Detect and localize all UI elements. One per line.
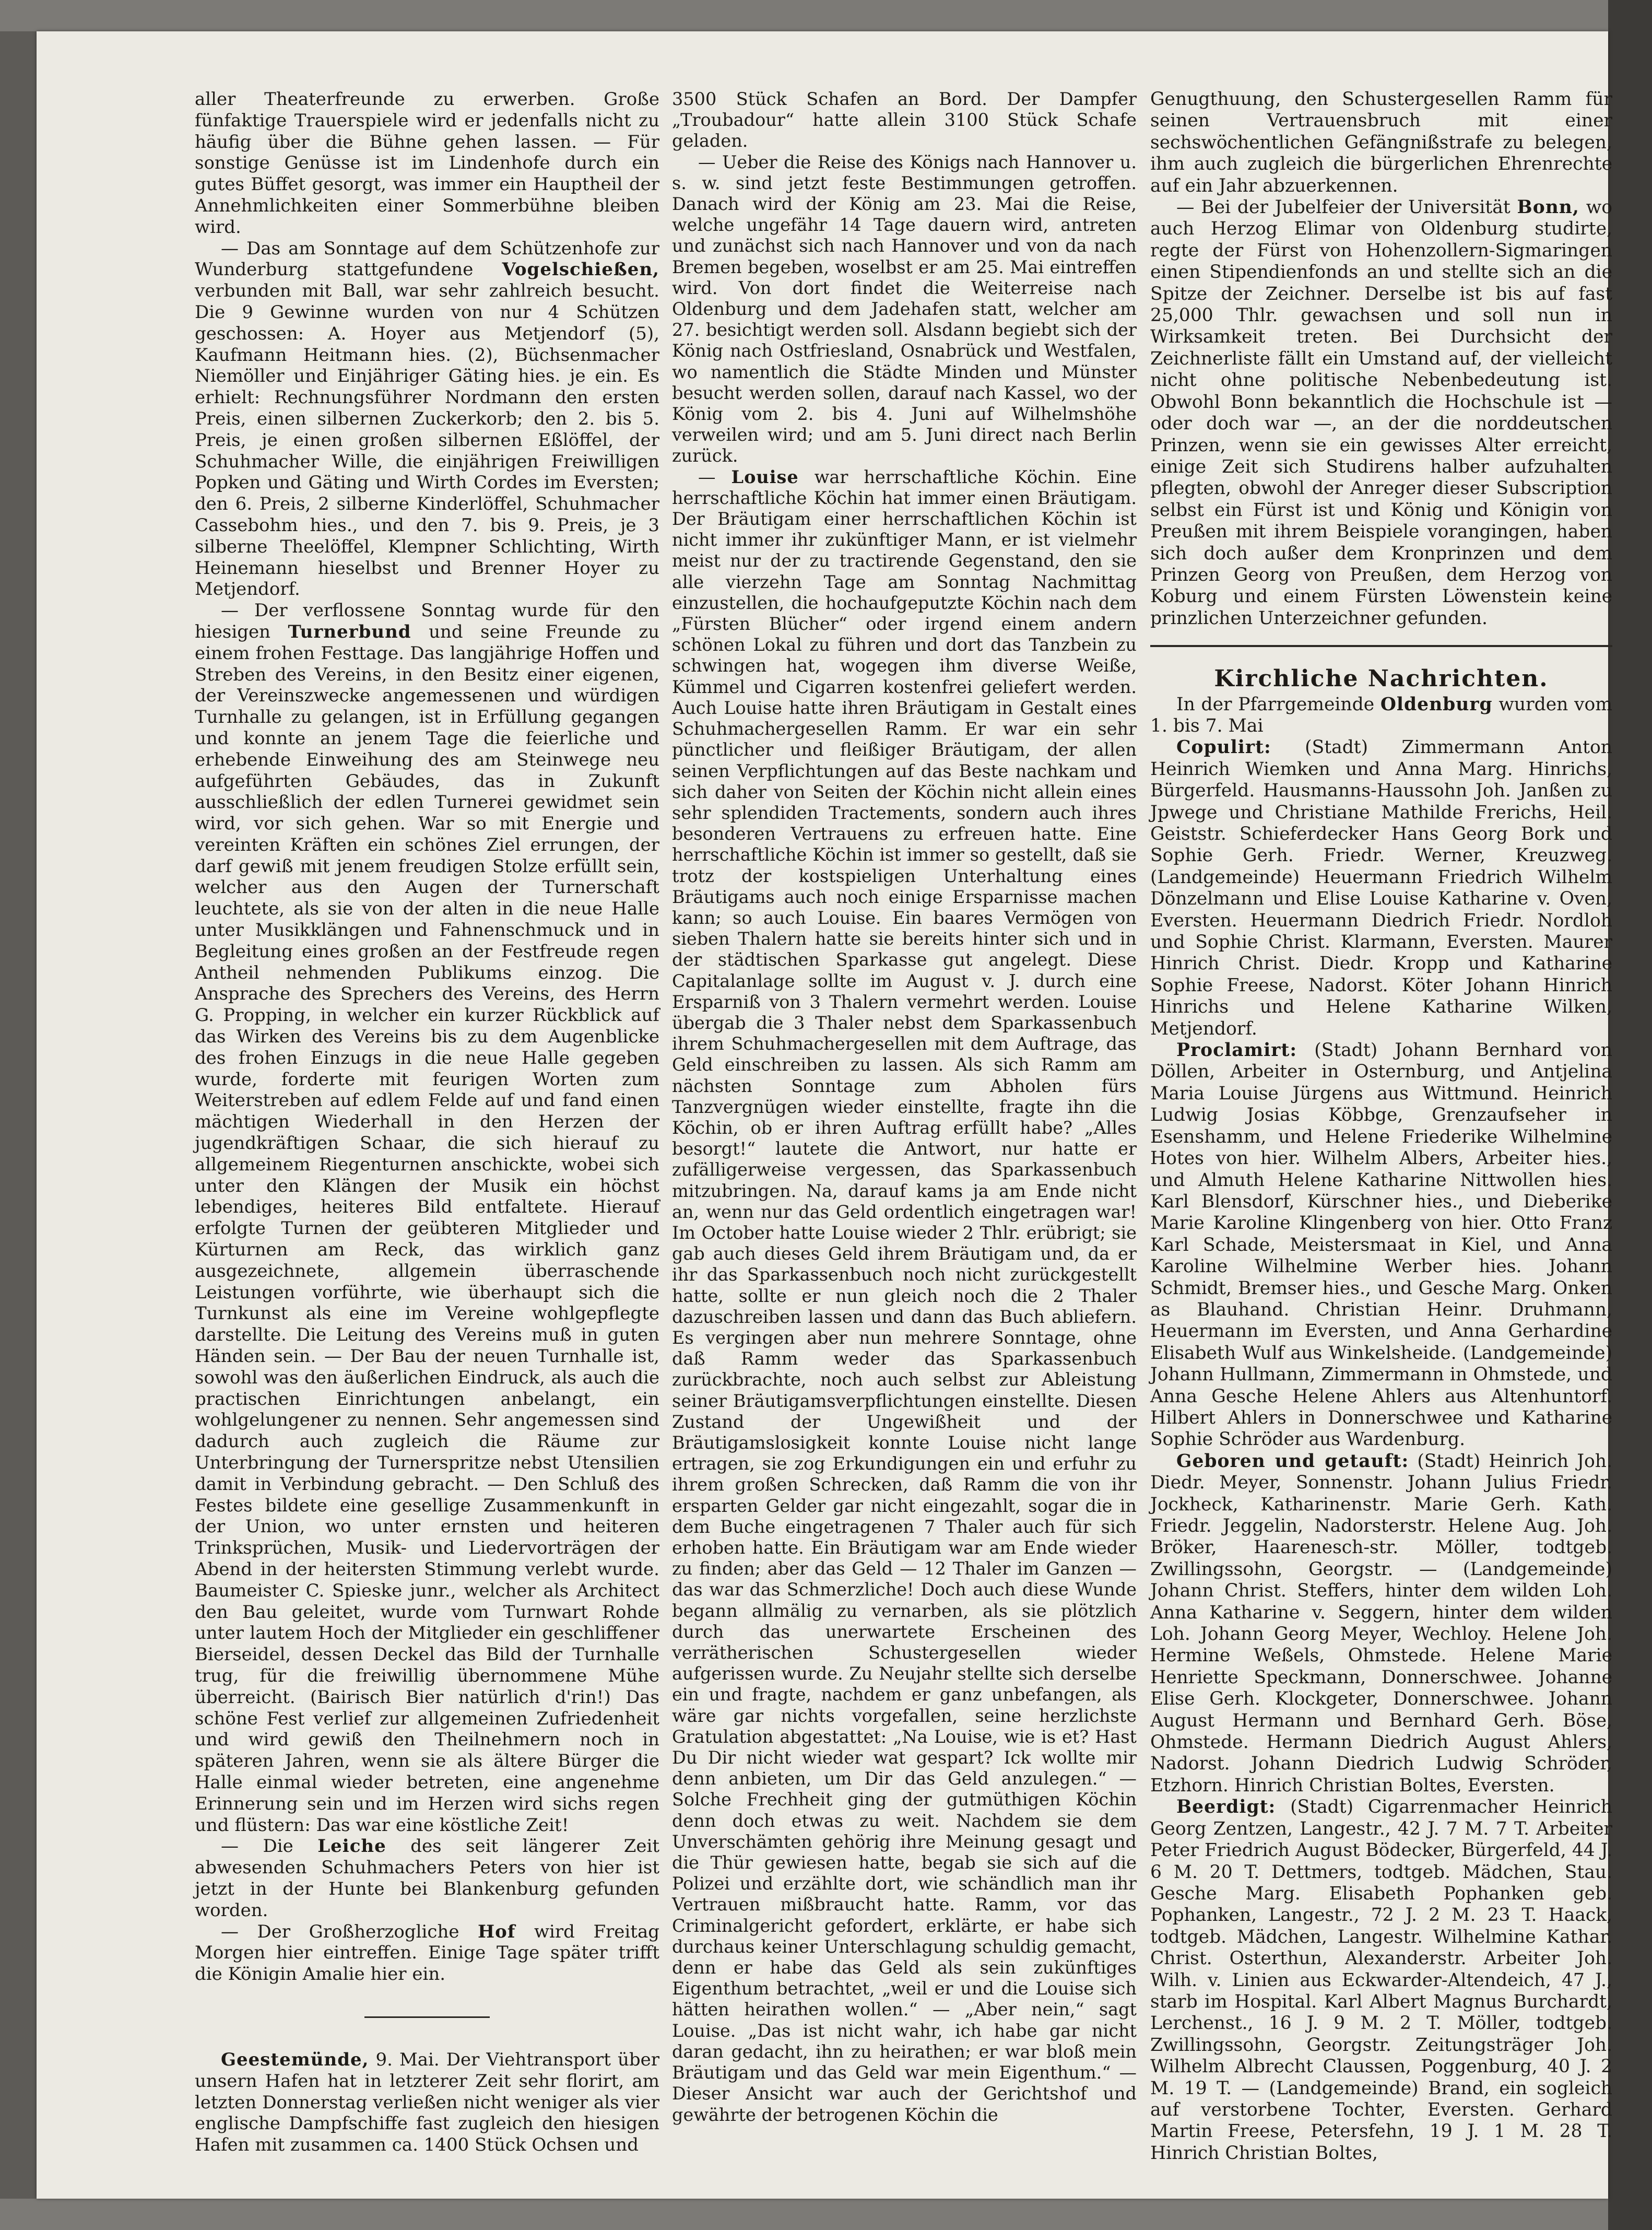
article-louise-end: Genugthuung, den Schustergesellen Ramm für seinen Vertrauensbruch mit einer sechswöchentlichen Gefängnißstrafe zu belegen, ihm auch zugleich die bürgerlichen Ehrenrechte auf ein Jahr abzuerkennen. <box>1150 89 1612 196</box>
keyword-bonn: Bonn, <box>1517 197 1579 218</box>
article-geestemuende: Geestemünde, 9. Mai. Der Viehtransport über unsern Hafen hat in letzterer Zeit sehr florirt, am letzten Donnerstag verließen nicht weniger als vier englische Dampfschiffe fast zugleich den hiesigen Hafen mit zusammen ca. 1400 Stück Ochsen und <box>195 2049 659 2156</box>
keyword-copulirt: Copulirt: <box>1176 737 1271 758</box>
church-proclamirt: Proclamirt: (Stadt) Johann Bernhard von Döllen, Arbeiter in Osternburg, und Antjelina Maria Louise Jürgens aus Wittmund. Heinrich Ludwig Josias Köbbge, Grenzaufseher in Esenshamm, und Helene Friederike Wilhelmine Hotes von hier. Wilhelm Albers, Arbeiter hies., und Almuth Helene Katharine Nittwollen hies. Karl Blensdorf, Kürschner hies., und Dieberike Marie Karoline Klingenberg von hier. Otto Franz Karl Schade, Meistersmaat in Kiel, und Anna Karoline Wilhelmine Werber hies. Johann Schmidt, Bremser hies., und Gesche Marg. Onken as Blauhand. Christian Heinr. Druhmann, Heuermann im Eversten, und Anna Gerhardine Elisabeth Wulf aus Winkelsheide. (Landgemeinde) Johann Hullmann, Zimmermann in Ohmstede, und Anna Gesche Helene Ahlers aus Altenhuntorf. Hilbert Ahlers in Donnerschwee und Katharine Sophie Schröder aus Wardenburg. <box>1150 1040 1612 1450</box>
scan-edge-right <box>1608 0 1652 2230</box>
church-intro: In der Pfarrgemeinde Oldenburg wurden vom 1. bis 7. Mai <box>1150 694 1613 736</box>
article-koenigsreise: — Ueber die Reise des Königs nach Hannover u. s. w. sind jetzt feste Bestimmungen getroffen. Danach wird der König am 23. Mai die Reise, welche ungefähr 14 Tage dauern wird, antreten und zunächst sich nach Hannover und von da nach Bremen begeben, woselbst er am 25. Mai eintreffen wird. Von dort findet die Weiterreise nach Oldenburg und dem Jadehafen statt, welcher am 27. besichtigt werden soll. Alsdann begiebt sich der König nach Ostfriesland, Osnabrück und Westfalen, wo namentlich die Städte Minden und Münster besucht werden sollen, darauf nach Kassel, wo der König vom 2. bis 4. Juni auf Wilhelmshöhe verweilen wird; und am 5. Juni direct nach Berlin zurück. <box>672 151 1137 466</box>
newspaper-page <box>37 31 1613 2199</box>
article-turnerbund: — Der verflossene Sonntag wurde für den hiesigen Turnerbund und seine Freunde zu einem frohen Festtage. Das langjährige Hoffen und Streben des Vereins, in den Besitz einer eigenen, der Vereinszwecke angemessenen und würdigen Turnhalle zu gelangen, ist in Erfüllung gegangen und konnte an jenem Tage die feierliche und erhebende Einweihung des am Steinwege neu aufgeführten Gebäudes, das in Zukunft ausschließlich der edlen Turnerei gewidmet sein wird, vor sich gehen. War so mit Energie und vereinten Kräften ein schönes Ziel errungen, der darf gewiß mit jenem freudigen Stolze erfüllt sein, welcher aus den Augen der Turnerschaft leuchtete, als sie von der alten in die neue Halle unter Musikklängen und Fahnenschmuck und in Begleitung eines großen an der Festfreude regen Antheil nehmenden Publikums einzog. Die Ansprache des Sprechers des Vereins, des Herrn G. Propping, in welcher ein kurzer Rückblick auf das Wirken des Vereins bis zu dem Augenblicke des frohen Einzugs in die neue Halle gegeben wurde, forderte mit feurigen Worten zum Weiterstreben auf edlem Felde auf und fand einen mächtigen Wiederhall in den Herzen der jugendkräftigen Schaar, die sich hierauf zu allgemeinem Riegenturnen anschickte, wobei sich unter den Klängen der Musik ein höchst lebendiges, heiteres Bild entfaltete. Hierauf erfolgte Turnen der geübteren Mitglieder und Kürturnen am Reck, das wirklich ganz ausgezeichnete, allgemein überraschende Leistungen vorführte, wie überhaupt sich die Turnkunst als eine im Vereine wohlgepflegte darstellte. Die Leitung des Vereins muß in guten Händen sein. — Der Bau der neuen Turnhalle ist, sowohl was den äußerlichen Eindruck, als auch die practischen Einrichtungen anbelangt, ein wohlgelungener zu nennen. Sehr angemessen sind dadurch auch zugleich die Räume zur Unterbringung der Turnerspritze nebst Utensilien damit in Verbindung gebracht. — Den Schluß des Festes bildete eine gesellige Zusammenkunft in der Union, wo unter ernsten und heiteren Trinksprüchen, Musik- und Liedervorträgen der Abend in der heitersten Stimmung verlebt wurde. Baumeister C. Spieske junr., welcher als Architect den Bau geleitet, wurde vom Turnwart Rohde unter lautem Hoch der Mitglieder ein geschliffener Bierseidel, dessen Deckel das Bild der Turnhalle trug, für die freiwillig übernommene Mühe überreicht. (Bairisch Bier natürlich d'rin!) Das schöne Fest verlief zur allgemeinen Zufriedenheit und wird gewiß den Theilnehmern noch in späteren Jahren, wenn sie als ältere Bürger die Halle einmal wieder betreten, eine angenehme Erinnerung sein und im Herzen wird sichs regen und flüstern: Das war eine köstliche Zeit! <box>195 600 660 1836</box>
article-leiche: — Die Leiche des seit längerer Zeit abwesenden Schuhmachers Peters von hier ist jetzt in der Hunte bei Blankenburg gefunden worden. <box>195 1836 660 1921</box>
church-beerdigt: Beerdigt: (Stadt) Cigarrenmacher Heinrich Georg Zentzen, Langestr., 42 J. 7 M. 7 T. Arbeiter Peter Friedrich August Bödecker, Bürgerfeld, 44 J. 6 M. 20 T. Dettmers, todtgeb. Mädchen, Stau. Gesche Marg. Elisabeth Pophanken geb. Pophanken, Langestr., 72 J. 2 M. 23 T. Haack, todtgeb. Mädchen, Langestr. Wilhelmine Kathar. Christ. Osterthun, Alexanderstr. Arbeiter Joh. Wilh. v. Linien aus Eckwarder-Altendeich, 47 J., starb im Hospital. Karl Albert Magnus Burchardt, Lerchenst., 16 J. 9 M. 2 T. Möller, todtgeb. Zwillingssohn, Georgstr. Zeitungsträger Joh. Wilhelm Albrecht Claussen, Poggenburg, 40 J. 2 M. 19 T. — (Landgemeinde) Brand, ein sogleich auf verstorbene Tochter, Eversten. Gerhard Martin Freese, Petersfehn, 19 J. 1 M. 28 T. Hinrich Christian Boltes, <box>1150 1797 1612 2164</box>
article-theater-end: aller Theaterfreunde zu erwerben. Große fünfaktige Trauerspiele wird er jedenfalls nicht zu häufig über die Bühne gehen lassen. — Für sonstige Genüsse ist im Lindenhofe durch ein gutes Büffet gesorgt, was immer ein Hauptheil der Annehmlichkeiten einer Sommerbühne bleiben wird. <box>195 89 659 238</box>
keyword-louise: Louise <box>731 466 799 487</box>
section-divider-long <box>1150 645 1612 647</box>
article-hof: — Der Großherzogliche Hof wird Freitag Morgen hier eintreffen. Einige Tage später trifft die Königin Amalie hier ein. <box>195 1921 659 1985</box>
keyword-geboren: Geboren und getauft: <box>1176 1450 1409 1472</box>
section-divider <box>364 2016 490 2018</box>
article-geestemuende-cont: 3500 Stück Schafen an Bord. Der Dampfer „Troubadour“ hatte allein 3100 Stück Schafe geladen. <box>672 89 1137 151</box>
keyword-oldenburg: Oldenburg <box>1380 694 1493 715</box>
keyword-proclamirt: Proclamirt: <box>1176 1040 1297 1061</box>
column-1 <box>195 89 659 2156</box>
keyword-beerdigt: Beerdigt: <box>1176 1797 1276 1818</box>
keyword-leiche: Leiche <box>317 1836 386 1857</box>
column-2 <box>672 89 1137 2126</box>
keyword-turnerbund: Turnerbund <box>288 621 411 642</box>
keyword-vogelschiessen: Vogelschießen, <box>502 259 659 280</box>
article-louise: — Louise war herrschaftliche Köchin. Eine herrschaftliche Köchin hat immer einen Bräutigam. Der Bräutigam einer herrschaftlichen Köchin ist nicht immer ihr zukünftiger Mann, er ist vielmehr meist nur der zu tractirende Gegenstand, den sie alle vierzehn Tage am Sonntag Nachmittag einzustellen, die hochaufgeputzte Köchin nach dem „Fürsten Blücher“ oder irgend einem andern schönen Lokal zu führen und dort das Tanzbein zu schwingen hat, wogegen ihm diverse Weiße, Kümmel und Cigarren kostenfrei geliefert werden. Auch Louise hatte ihren Bräutigam in Gestalt eines Schuhmachergesellen Ramm. Er war ein sehr pünctlicher und fleißiger Bräutigam, der allen seinen Verpflichtungen auf das Beste nachkam und sich daher von Seiten der Köchin nicht allein eines sehr splendiden Tractements, sondern auch ihres besonderen Vertrauens zu erfreuen hatte. Eine herrschaftliche Köchin ist immer so gestellt, daß sie trotz der kostspieligen Unterhaltung eines Bräutigams auch noch einige Ersparnisse machen kann; so auch Louise. Ein baares Vermögen von sieben Thalern hatte sie bereits hinter sich und in der städtischen Sparkasse gut angelegt. Diese Capitalanlage sollte im August v. J. durch eine Ersparniß von 3 Thalern vermehrt werden. Louise übergab die 3 Thaler nebst dem Sparkassenbuch ihrem Schuhmachergesellen mit dem Auftrage, das Geld einschreiben zu lassen. Als sich Ramm am nächsten Sonntage zum Abholen fürs Tanzvergnügen wieder einstellte, fragte ihn die Köchin, ob er ihren Auftrag erfüllt habe? „Alles besorgt!“ lautete die Antwort, nur hatte er zufälligerweise vergessen, das Sparkassenbuch mitzubringen. Na, darauf kams ja am Ende nicht an, wenn nur das Geld ordentlich eingetragen war! Im October hatte Louise wieder 2 Thlr. erübrigt; sie gab auch dieses Geld ihrem Bräutigam und, da er ihr das Sparkassenbuch noch nicht zurückgestellt hatte, sollte er nun gleich noch die 2 Thaler dazuschreiben lassen und dann das Buch abliefern. Es vergingen aber nun mehrere Sonntage, ohne daß Ramm weder das Sparkassenbuch zurückbrachte, noch auch selbst zur Ableistung seiner Bräutigamsverpflichtungen einstellte. Diesen Zustand der Ungewißheit und der Bräutigamslosigkeit konnte Louise nicht lange ertragen, sie zog Erkundigungen ein und erfuhr zu ihrem großen Schrecken, daß Ramm die von ihr ersparten Gelder gar nicht eingezahlt, sogar die in dem Buche eingetragenen 7 Thaler auch für sich erhoben hatte. Ein Bräutigam war am Ende wieder zu finden; aber das Geld — 12 Thaler im Ganzen — das war das Schmerzliche! Doch auch diese Wunde begann allmälig zu vernarben, als sie plötzlich durch das unerwartete Erscheinen des verrätherischen Schustergesellen wieder aufgerissen wurde. Zu Neujahr stellte sich derselbe ein und fragte, nachdem er ganz unbefangen, als wäre gar nichts vorgefallen, seine herzlichste Gratulation abgestattet: „Na Louise, wie is et? Hast Du Dir nicht wieder wat gespart? Ick wollte mir denn anbieten, um Dir das Geld anzulegen.“ — Solche Frechheit ging der gutmüthigen Köchin denn doch etwas zu weit. Nachdem sie dem Unverschämten gehörig ihre Meinung gesagt und die Thür gewiesen hatte, begab sie sich auf die Polizei und erzählte dort, wie schändlich man ihr Vertrauen mißbraucht hatte. Ramm, vor das Criminalgericht gefordert, erklärte, er habe sich durchaus keiner Unterschlagung schuldig gemacht, denn er habe das Geld als sein zukünftiges Eigenthum betrachtet, „weil er und die Louise sich hätten heirathen wollen.“ — „Aber nein,“ sagt Louise. „Das ist nicht wahr, ich habe gar nicht daran gedacht, ihn zu heirathen; er war bloß mein Bräutigam und das Geld war mein Eigenthum.“ — Dieser Ansicht war auch der Gerichtshof und gewährte der betrogenen Köchin die <box>672 466 1137 2125</box>
keyword-hof: Hof <box>478 1921 516 1942</box>
article-vogelschiessen: — Das am Sonntage auf dem Schützenhofe zur Wunderburg stattgefundene Vogelschießen, verbunden mit Ball, war sehr zahlreich besucht. Die 9 Gewinne wurden von nur 4 Schützen geschossen: A. Hoyer aus Metjendorf (5), Kaufmann Heitmann hies. (2), Büchsenmacher Niemöller und Einjähriger Gäting hies. je ein. Es erhielt: Rechnungsführer Nordmann den ersten Preis, einen silbernen Zuckerkorb; den 2. bis 5. Preis, je einen großen silbernen Eßlöffel, der Schuhmacher Wille, die einjährigen Freiwilligen Popken und Gäting und Wirth Cordes im Eversten; den 6. Preis, 2 silberne Kinderlöffel, Schuhmacher Cassebohm hies., und den 7. bis 9. Preis, je 3 silberne Theelöffel, Klempner Schlichting, Wirth Heinemann hieselbst und Brenner Hoyer zu Metjendorf. <box>195 238 659 600</box>
scan-edge-left <box>0 31 37 2199</box>
article-bonn: — Bei der Jubelfeier der Universität Bonn, wo auch Herzog Elimar von Oldenburg studirte, regte der Fürst von Hohenzollern-Sigmaringen einen Stipendienfonds an und stellte sich an die Spitze der Zeichner. Derselbe ist bis auf fast 25,000 Thlr. gewachsen und soll nun in Wirksamkeit treten. Bei Durchsicht der Zeichnerliste fällt ein Umstand auf, der vielleicht nicht ohne politische Nebenbedeutung ist. Obwohl Bonn bekanntlich die Hochschule ist — oder doch war —, an der die norddeutschen Prinzen, wenn sie ein gewisses Alter erreicht, einige Zeit sich Studirens halber aufzuhalten pflegten, obwohl der Anreger dieser Subscription selbst ein Fürst ist und König und Königin von Preußen mit ihrem Beispiele vorangingen, haben sich doch außer dem Kronprinzen und dem Prinzen Georg von Preußen, dem Herzog von Koburg und einem Fürsten Löwenstein keine prinzlichen Unterzeichner gefunden. <box>1150 197 1612 629</box>
column-3 <box>1150 89 1612 2164</box>
church-copulirt: Copulirt: (Stadt) Zimmermann Anton Heinrich Wiemken und Anna Marg. Hinrichs, Bürgerfeld. Hausmanns-Haussohn Joh. Janßen zu Jpwege und Christiane Mathilde Frerichs, Heil. Geiststr. Schieferdecker Hans Georg Bork und Sophie Gerh. Friedr. Werner, Kreuzweg. (Landgemeinde) Heuermann Friedrich Wilhelm Dönzelmann und Elise Louise Katharine v. Oven, Eversten. Heuermann Diedrich Friedr. Nordloh und Sophie Christ. Klarmann, Eversten. Maurer Hinrich Christ. Diedr. Kropp und Katharine Sophie Freese, Nadorst. Köter Johann Hinrich Hinrichs und Helene Katharine Wilken, Metjendorf. <box>1150 737 1612 1039</box>
keyword-geestemuende: Geestemünde, <box>221 2049 369 2070</box>
church-geboren: Geboren und getauft: (Stadt) Heinrich Joh. Diedr. Meyer, Sonnenstr. Johann Julius Friedr. Jockheck, Katharinenstr. Marie Gerh. Kath. Friedr. Jeggelin, Nadorsterstr. Helene Aug. Joh. Bröker, Haarenesch-str. Möller, todtgeb. Zwillingssohn, Georgstr. — (Landgemeinde) Johann Christ. Steffers, hinter dem wilden Loh. Anna Katharine v. Seggern, hinter dem wilden Loh. Johann Georg Meyer, Wechloy. Helene Joh. Hermine Weßels, Ohmstede. Helene Marie Henriette Speckmann, Donnerschwee. Johanne Elise Gerh. Klockgeter, Donnerschwee. Johann August Hermann und Bernhard Gerh. Böse, Ohmstede. Hermann Diedrich August Ahlers, Nadorst. Johann Diedrich Ludwig Schröder, Etzhorn. Hinrich Christian Boltes, Eversten. <box>1150 1450 1612 1796</box>
heading-kirchliche-nachrichten: Kirchliche Nachrichten. <box>1214 665 1549 693</box>
